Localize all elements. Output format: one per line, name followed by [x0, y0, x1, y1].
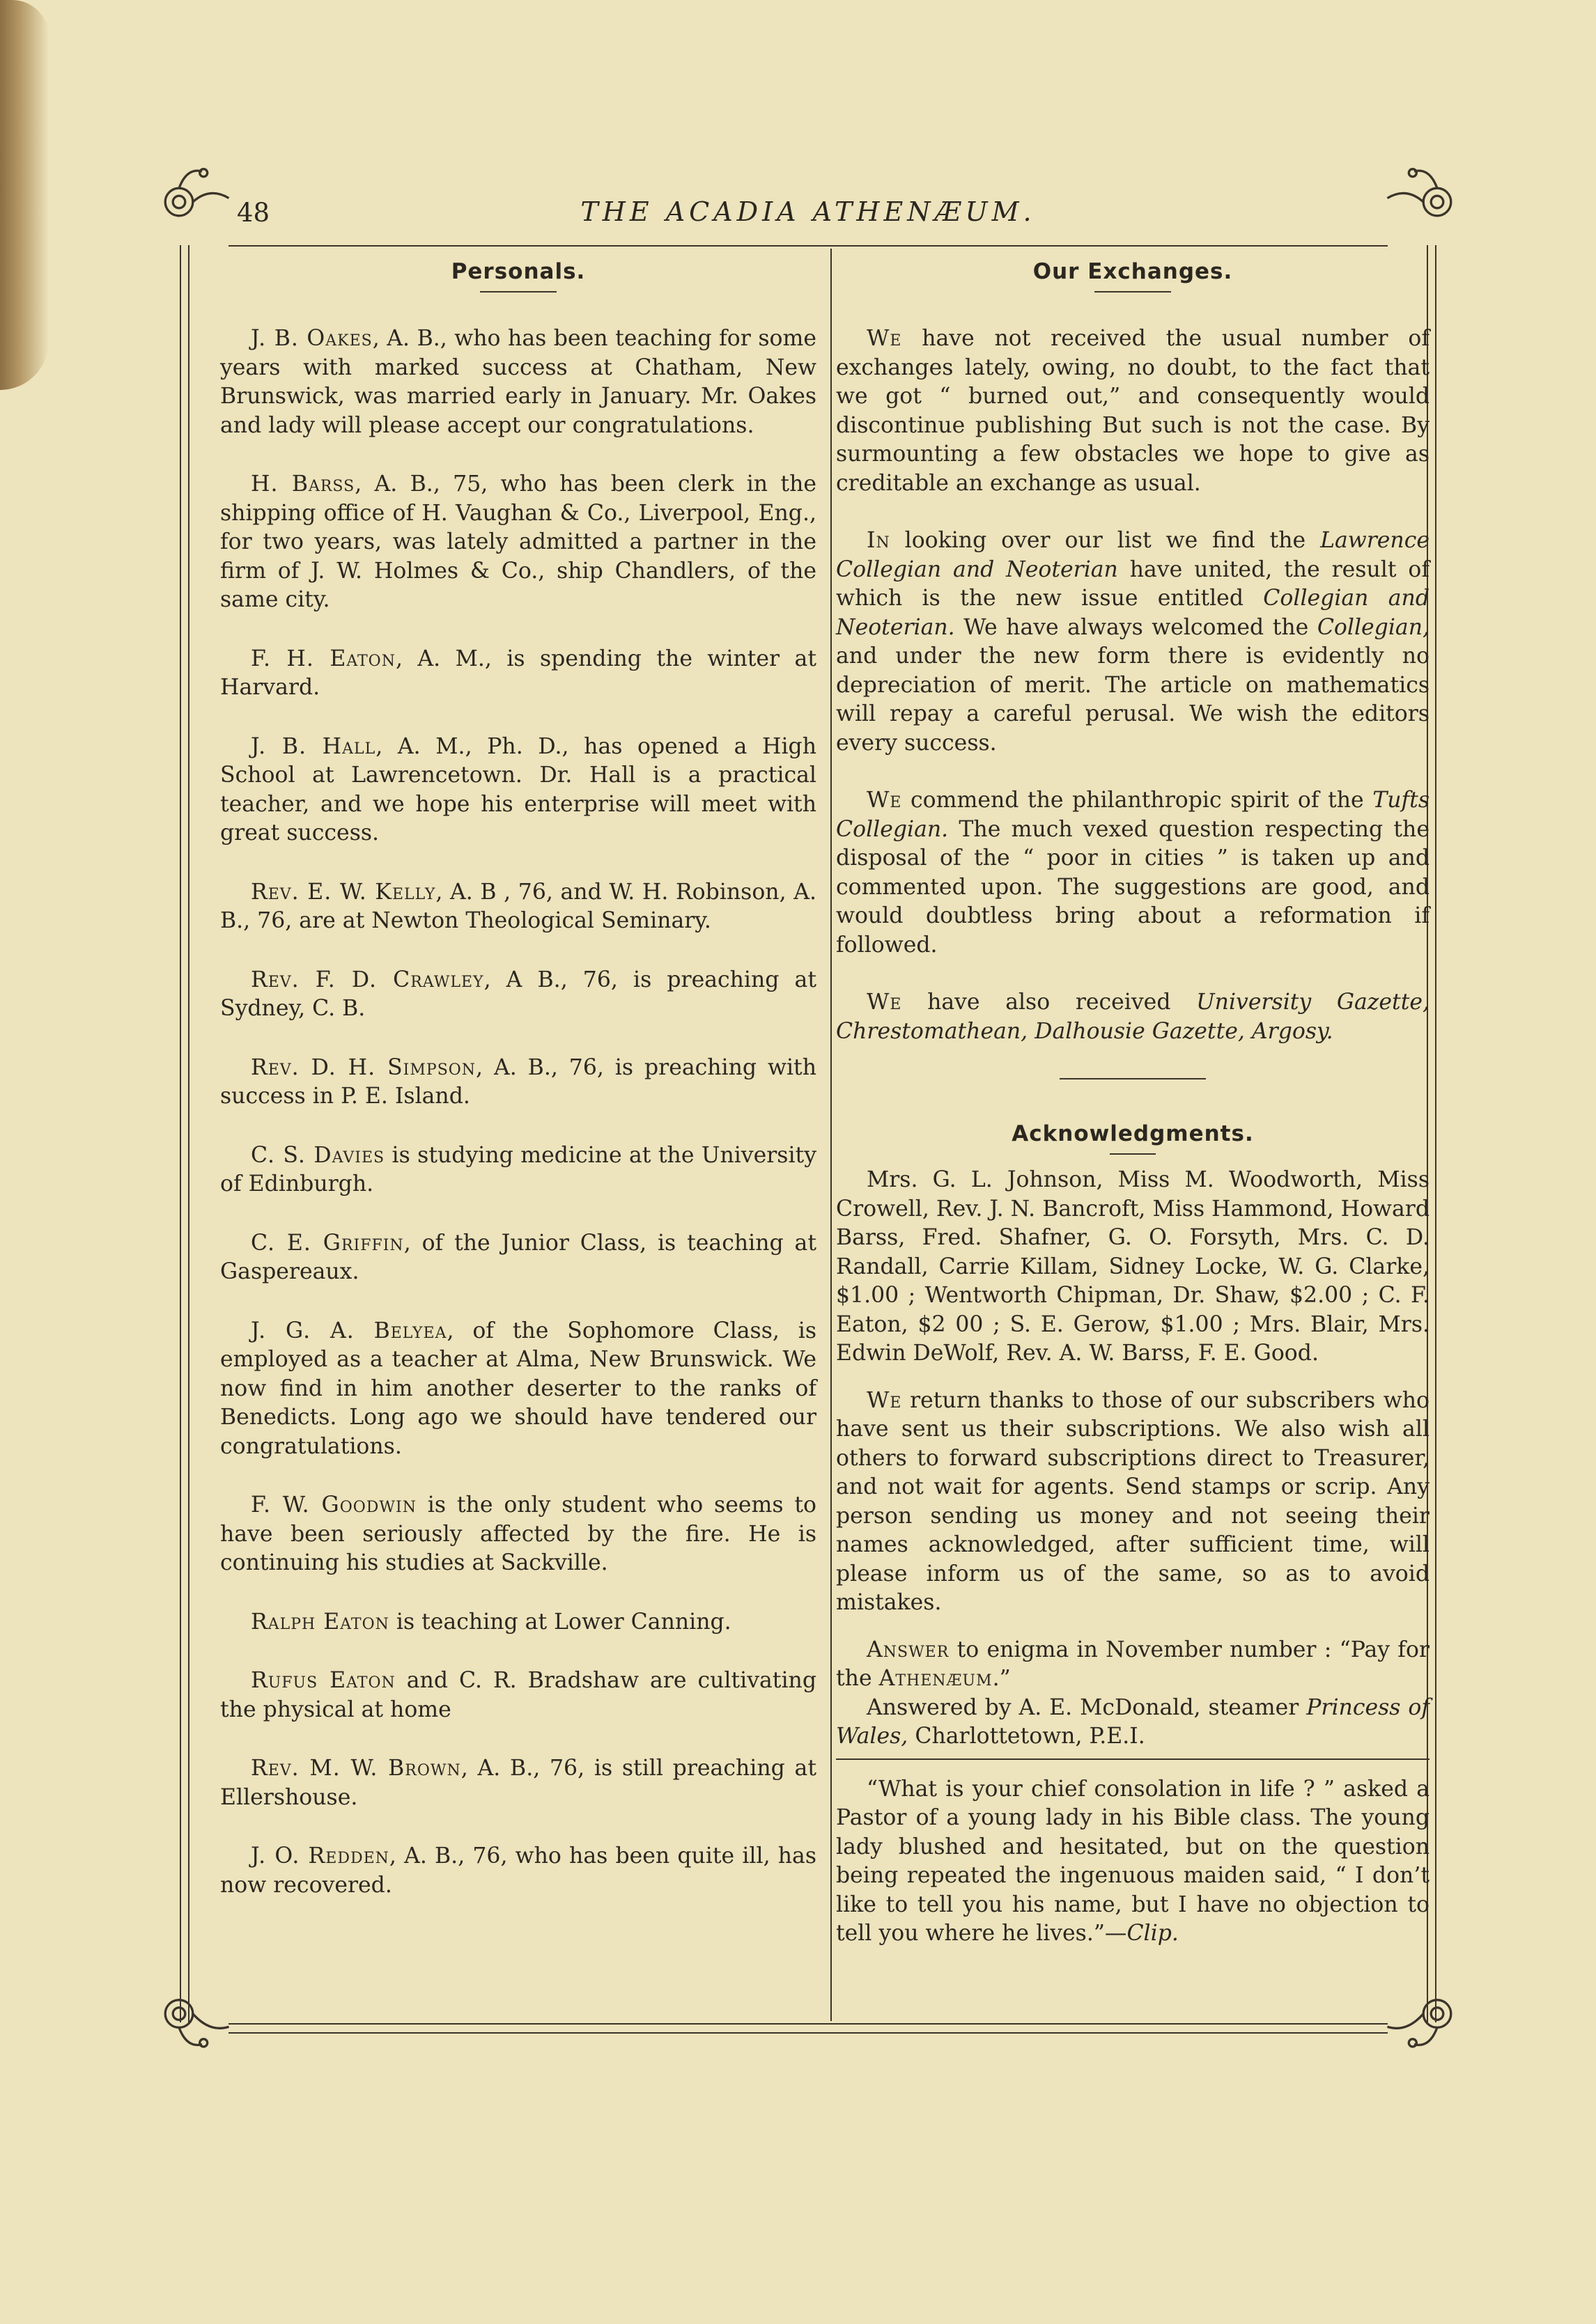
- page-number: 48: [237, 198, 270, 228]
- border-line-left-outer: [180, 245, 181, 2022]
- corner-ornament-icon: [156, 1979, 233, 2056]
- corner-ornament-icon: [1384, 1979, 1460, 2056]
- exchange-paragraph: We have also received University Gazette, Chrestomathean, Dalhousie Gazette, Argosy.: [836, 990, 1430, 1044]
- personal-item: Rev. F. D. Crawley, A B., 76, is preaching at Sydney, C. B.: [220, 967, 816, 1021]
- footer-rule-double: [228, 2032, 1388, 2034]
- exchange-paragraph: We have not received the usual number of exchanges lately, owing, no doubt, to the fact that we got “ burned out,” and consequently would discontinue publishing But such is not the case. By surmounting a few obstacles we hope to give as creditable an exchange as usual.: [836, 326, 1430, 496]
- personal-item: Rev. D. H. Simpson, A. B., 76, is preaching with success in P. E. Island.: [220, 1054, 816, 1109]
- acknowledgments-list: Mrs. G. L. Johnson, Miss M. Woodworth, Miss Crowell, Rev. J. N. Bancroft, Miss Hammond, Howard Barss, Fred. Shafner, G. O. Forsyth, Mrs. C. D. Randall, Carrie Killam, Sidney Locke, W. G. Clarke, $1.00 ; Wentworth Chipman, Dr. Shaw, $2.00 ; C. F. Eaton, $2 00 ; S. E. Gerow, $1.00 ; Mrs. Blair, Mrs. Edwin DeWolf, Rev. A. W. Barss, F. E. Good.: [836, 1167, 1430, 1366]
- running-title: THE ACADIA ATHENÆUM.: [580, 196, 1036, 227]
- exchanges-column: [836, 259, 1430, 1977]
- paper-stain: [0, 0, 49, 390]
- personal-item: F. W. Goodwin is the only student who seems to have been seriously affected by the fire. He is continuing his studies at Sackville.: [220, 1492, 816, 1575]
- personal-item: Ralph Eaton is teaching at Lower Canning.: [251, 1609, 731, 1635]
- divider: [836, 1758, 1430, 1760]
- acknowledgments-heading: Acknowledgments.: [1012, 1121, 1254, 1146]
- border-line-left-inner: [188, 245, 189, 2022]
- enigma-answered-by: Answered by A. E. McDonald, steamer Princess of Wales, Charlottetown, P.E.I.: [836, 1694, 1430, 1749]
- exchanges-heading: Our Exchanges.: [1032, 259, 1233, 284]
- heading-rule: [1110, 1153, 1156, 1155]
- personal-item: Rev. E. W. Kelly, A. B , 76, and W. H. Robinson, A. B., 76, are at Newton Theological Seminary.: [220, 879, 816, 933]
- personal-item: J. B. Hall, A. M., Ph. D., has opened a High School at Lawrencetown. Dr. Hall is a practical teacher, and we hope his enterprise will meet with great success.: [220, 733, 816, 845]
- personal-item: C. S. Davies is studying medicine at the University of Edinburgh.: [220, 1142, 816, 1196]
- clip-quote: “What is your chief consolation in life ? ” asked a Pastor of a young lady in his Bible class. The young lady blushed and hesitated, but on the question being repeated the ingenuous maiden said, “ I don’t like to tell you his name, but I have no objection to tell you where he lives.”—Clip.: [836, 1776, 1430, 1946]
- footer-rule: [228, 2023, 1388, 2025]
- personal-item: Rev. M. W. Brown, A. B., 76, is still preaching at Ellershouse.: [220, 1756, 816, 1810]
- border-line-right-outer: [1435, 245, 1436, 2022]
- personal-item: H. Barss, A. B., 75, who has been clerk in the shipping office of H. Vaughan & Co., Liverpool, Eng., for two years, was lately admitted a partner in the firm of J. W. Holmes & Co., ship Chandlers, of the same city.: [220, 471, 816, 612]
- personals-column: [220, 259, 816, 1930]
- personal-item: J. G. A. Belyea, of the Sophomore Class, is employed as a teacher at Alma, New Brunswick. We now find in him another deserter to the ranks of Benedicts. Long ago we should have tendered our congratulations.: [220, 1318, 816, 1459]
- enigma-answer: Answer to enigma in November number : “Pay for the Athenæum.”: [836, 1637, 1430, 1691]
- personal-item: J. B. Oakes, A. B., who has been teaching for some years with marked success at Chatham, New Brunswick, was married early in January. Mr. Oakes and lady will please accept our congratulations.: [220, 326, 816, 438]
- personals-heading: Personals.: [451, 259, 586, 284]
- page-frame: [167, 169, 1449, 2063]
- personal-item: Rufus Eaton and C. R. Bradshaw are cultivating the physical at home: [220, 1668, 816, 1722]
- header-rule: [228, 245, 1388, 247]
- exchange-paragraph: In looking over our list we find the Lawrence Collegian and Neoterian have united, the result of which is the new issue entitled Collegian and Neoterian. We have always welcomed the Collegian, and under the new form there is evidently no depreciation of merit. The article on mathematics will repay a careful perusal. We wish the editors every success.: [836, 528, 1430, 756]
- exchange-paragraph: We commend the philanthropic spirit of the Tufts Collegian. The much vexed question respecting the disposal of the “ poor in cities ” is taken up and commented upon. The suggestions are good, and would doubtless bring about a reformation if followed.: [836, 788, 1430, 958]
- heading-rule: [1094, 291, 1171, 293]
- heading-rule: [480, 291, 557, 293]
- personal-item: J. O. Redden, A. B., 76, who has been quite ill, has now recovered.: [220, 1843, 817, 1898]
- thanks-paragraph: We return thanks to those of our subscribers who have sent us their subscriptions. We also wish all others to forward subscriptions direct to Treasurer, and not wait for agents. Send stamps or scrip. Any person sending us money and not seeing their names acknowledged, after sufficient time, will please inform us of the same, so as to avoid mistakes.: [836, 1387, 1430, 1615]
- personal-item: F. H. Eaton, A. M., is spending the winter at Harvard.: [220, 646, 816, 700]
- column-divider: [830, 249, 832, 2021]
- section-rule: [1060, 1078, 1206, 1079]
- personal-item: C. E. Griffin, of the Junior Class, is teaching at Gaspereaux.: [220, 1230, 816, 1284]
